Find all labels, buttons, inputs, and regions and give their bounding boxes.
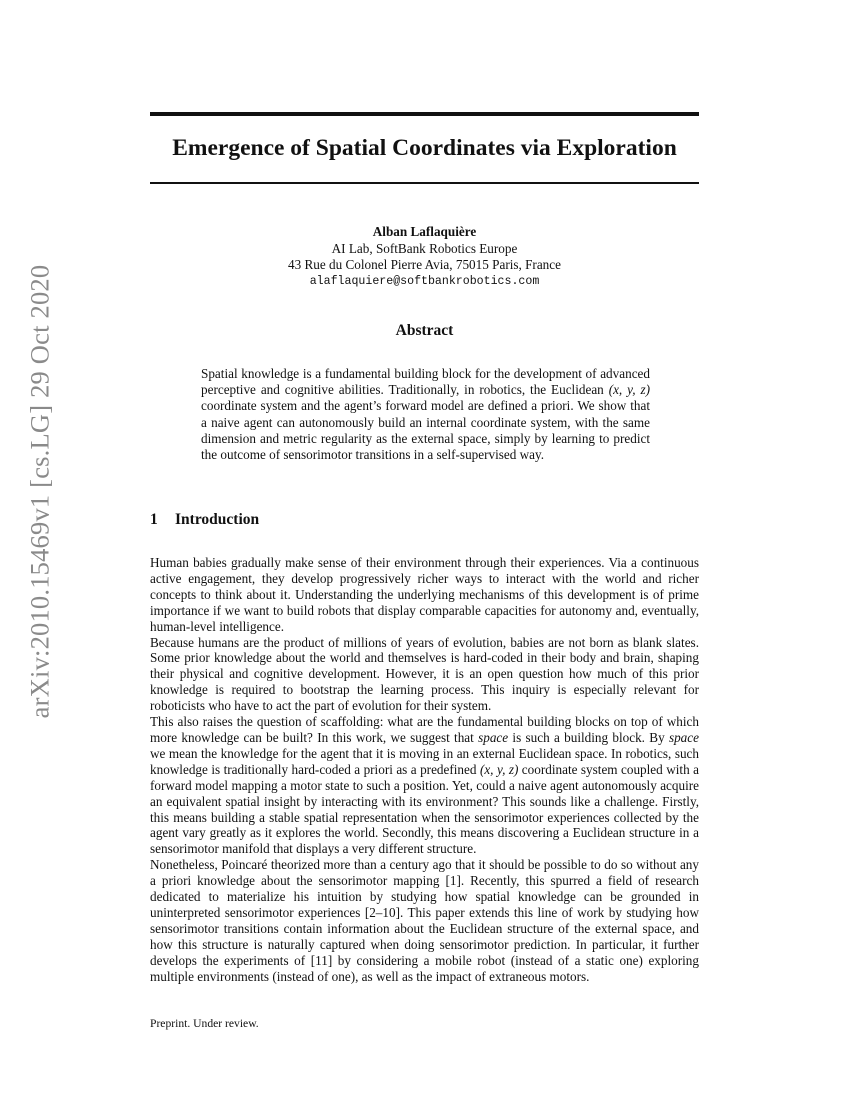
abstract-math-xyz: (x, y, z)	[608, 382, 650, 398]
intro-p3-emphasis-space-2: space	[668, 729, 699, 745]
abstract-heading: Abstract	[395, 322, 454, 339]
paper-title: Emergence of Spatial Coordinates via Exploration	[172, 135, 677, 161]
section-number: 1	[150, 511, 158, 528]
intro-paragraph-4: Nonetheless, Poincaré theorized more than a century ago that it should be possible to do so without any a priori knowledge about the sensorimotor mapping [1]. Recently, this spurred a field of research dedicated to materialize his intuition by studying how spatial knowledge can be grounded in uninterpreted sensorimotor experiences [2–10]. This paper extends this line of work by studying how sensorimotor transitions contain information about the Euclidean structure of the external space, and how this structure is naturally captured when doing sensorimotor prediction. In particular, it further develops the experiments of [11] by considering a mobile robot (instead of a static one) exploring multiple environments (instead of one), as well as the impact of extraneous motors.	[150, 857, 699, 984]
author-address: 43 Rue du Colonel Pierre Avia, 75015 Paris, France	[288, 257, 561, 273]
abstract-body	[201, 366, 650, 463]
author-email: alaflaquiere@softbankrobotics.com	[309, 274, 540, 288]
arxiv-identifier: arXiv:2010.15469v1 [cs.LG] 29 Oct 2020	[24, 264, 55, 718]
intro-p3-text-d: coordinate system coupled with a forward model mapping a motor state to such a position. Yet, could a naive agent autonomously acquire an equivalent spatial insight by interacting with its environment? This sounds like a challenge. Firstly, this means building a stable spatial representation when the sensorimotor experiences collected by the agent vary greatly as it explores the world. Secondly, this means discovering a Euclidean structure in a sensorimotor manifold that displays a very different structure.	[150, 761, 699, 857]
intro-paragraph-2: Because humans are the product of millions of years of evolution, babies are not born as blank slates. Some prior knowledge about the world and themselves is hard-coded in their body and brain, shaping their physical and cognitive development. However, it is an open question how much of this prior knowledge is required to bootstrap the learning process. This inquiry is especially relevant for roboticists who have to act the part of evolution for their system.	[150, 634, 699, 714]
intro-p3-text-b: is such a building block. By	[508, 729, 669, 745]
intro-p3-text-a: This also raises the question of scaffolding: what are the fundamental building blocks on top of which more knowledge can be built? In this work, we suggest that	[150, 714, 699, 745]
arxiv-stamp	[20, 264, 60, 718]
author-name: Alban Laflaquière	[372, 224, 477, 239]
author-affiliation: AI Lab, SoftBank Robotics Europe	[331, 240, 518, 256]
intro-paragraph-3	[150, 714, 699, 857]
intro-p3-text-c: we mean the knowledge for the agent that it is moving in an external Euclidean space. In robotics, such knowledge is traditionally hard-coded a priori as a predefined	[150, 745, 699, 777]
footer-note: Preprint. Under review.	[150, 1017, 259, 1030]
intro-paragraph-1: Human babies gradually make sense of their environment through their experiences. Via a continuous active engagement, they develop progressively richer ways to interact with the world and richer concepts to think about it. Understanding the underlying mechanisms of this development is of prime importance if we want to build robots that display comparable capacities for autonomy and, eventually, human-level intelligence.	[150, 555, 699, 634]
intro-p3-math-xyz: (x, y, z)	[479, 761, 519, 777]
title-rule-bottom	[150, 182, 699, 184]
intro-p3-emphasis-space-1: space	[478, 729, 509, 745]
abstract-text-part-1: Spatial knowledge is a fundamental building block for the development of advanced perceptive and cognitive abilities. Traditionally, in robotics, the Euclidean	[201, 366, 650, 398]
section-title: Introduction	[175, 511, 260, 528]
author-block	[150, 224, 699, 290]
abstract-text-part-2: coordinate system and the agent’s forward model are defined a priori. We show that a naive agent can autonomously build an internal coordinate system, with the same dimension and metric regularity as the external space, simply by learning to predict the outcome of sensorimotor transitions in a self-supervised way.	[201, 398, 650, 463]
introduction-body	[150, 555, 699, 984]
title-rule-top	[150, 112, 699, 116]
section-heading	[150, 511, 259, 529]
